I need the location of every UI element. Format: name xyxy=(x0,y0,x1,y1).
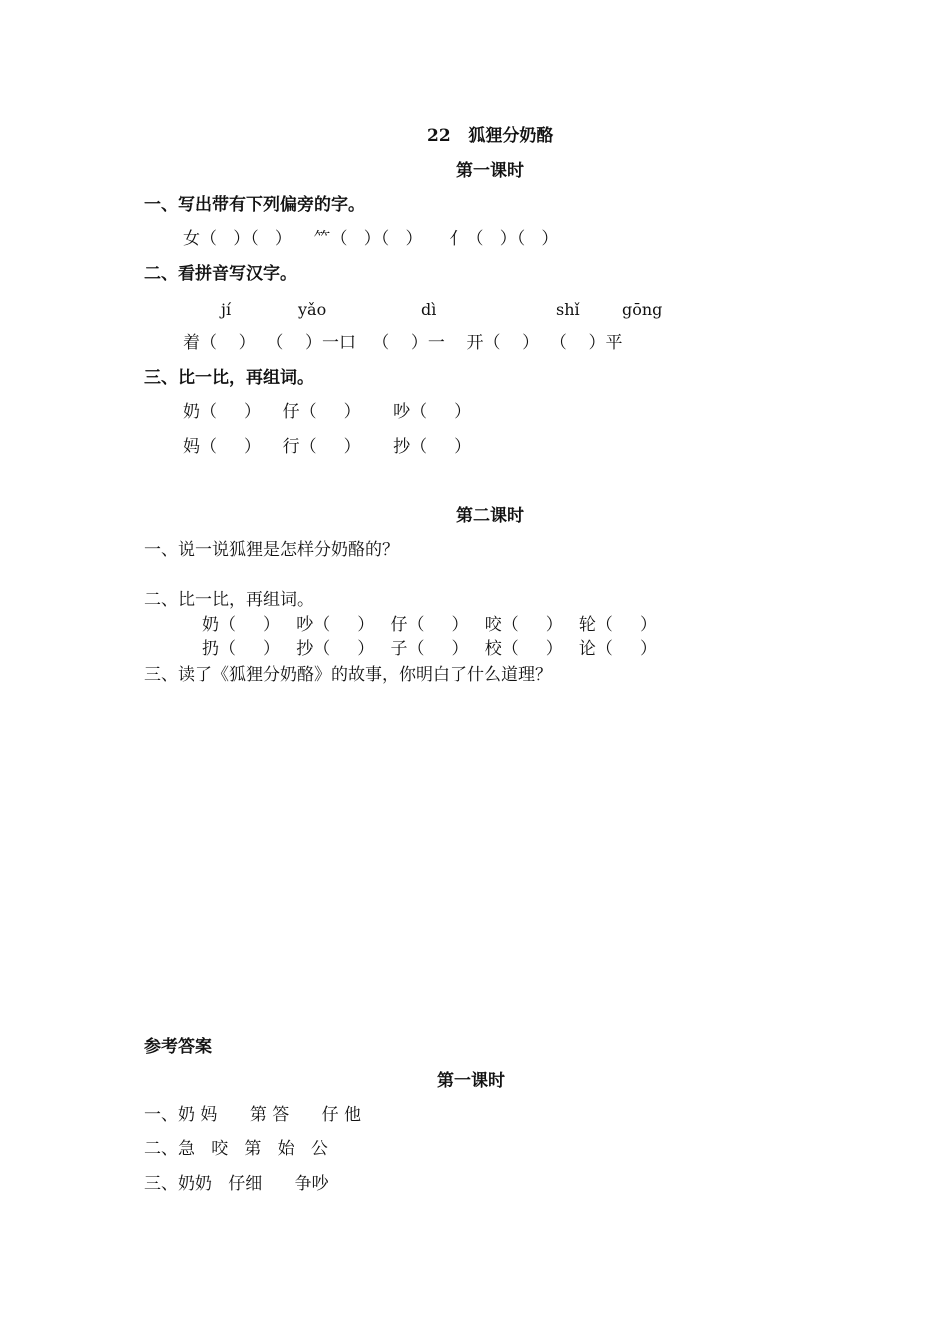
page-title: 22 狐狸分奶酪 xyxy=(427,126,554,146)
lesson1-q3-row2: 妈（ ） 行（ ） 抄（ ） xyxy=(183,437,472,457)
lesson2-q2-row2: 扔（ ） 抄（ ） 子（ ） 校（ ） 论（ ） xyxy=(202,639,657,659)
answers-heading: 参考答案 xyxy=(144,1037,212,1057)
lesson1-q1-line: 女（ ）（ ） ⺮（ ）（ ） 亻（ ）（ ） xyxy=(183,229,559,249)
pinyin-5: gōng xyxy=(622,300,663,319)
pinyin-1: jí xyxy=(221,300,232,319)
lesson1-q3-label: 三、比一比，再组词。 xyxy=(144,368,314,388)
lesson1-q3-row1: 奶（ ） 仔（ ） 吵（ ） xyxy=(183,402,472,422)
lesson1-q2-line: 着（ ） （ ）一口 （ ）一 开（ ） （ ）平 xyxy=(183,333,623,353)
lesson2-q2-row1: 奶（ ） 吵（ ） 仔（ ） 咬（ ） 轮（ ） xyxy=(202,615,657,635)
lesson1-q2-label: 二、看拼音写汉字。 xyxy=(144,264,297,284)
lesson1-q1-label: 一、写出带有下列偏旁的字。 xyxy=(144,195,365,215)
pinyin-3: dì xyxy=(421,300,437,319)
pinyin-4: shǐ xyxy=(556,300,580,319)
lesson2-q3: 三、读了《狐狸分奶酪》的故事，你明白了什么道理？ xyxy=(144,665,552,685)
lesson1-heading: 第一课时 xyxy=(456,161,524,181)
answers-lesson-heading: 第一课时 xyxy=(437,1071,505,1091)
answer-2: 二、急 咬 第 始 公 xyxy=(144,1139,328,1159)
answer-1: 一、奶 妈 第 答 仔 他 xyxy=(144,1105,362,1125)
lesson2-q2-label: 二、比一比，再组词。 xyxy=(144,590,314,610)
lesson2-heading: 第二课时 xyxy=(456,506,524,526)
pinyin-2: yǎo xyxy=(298,300,327,319)
answer-3: 三、奶奶 仔细 争吵 xyxy=(144,1174,329,1194)
lesson2-q1: 一、说一说狐狸是怎样分奶酪的？ xyxy=(144,540,399,560)
